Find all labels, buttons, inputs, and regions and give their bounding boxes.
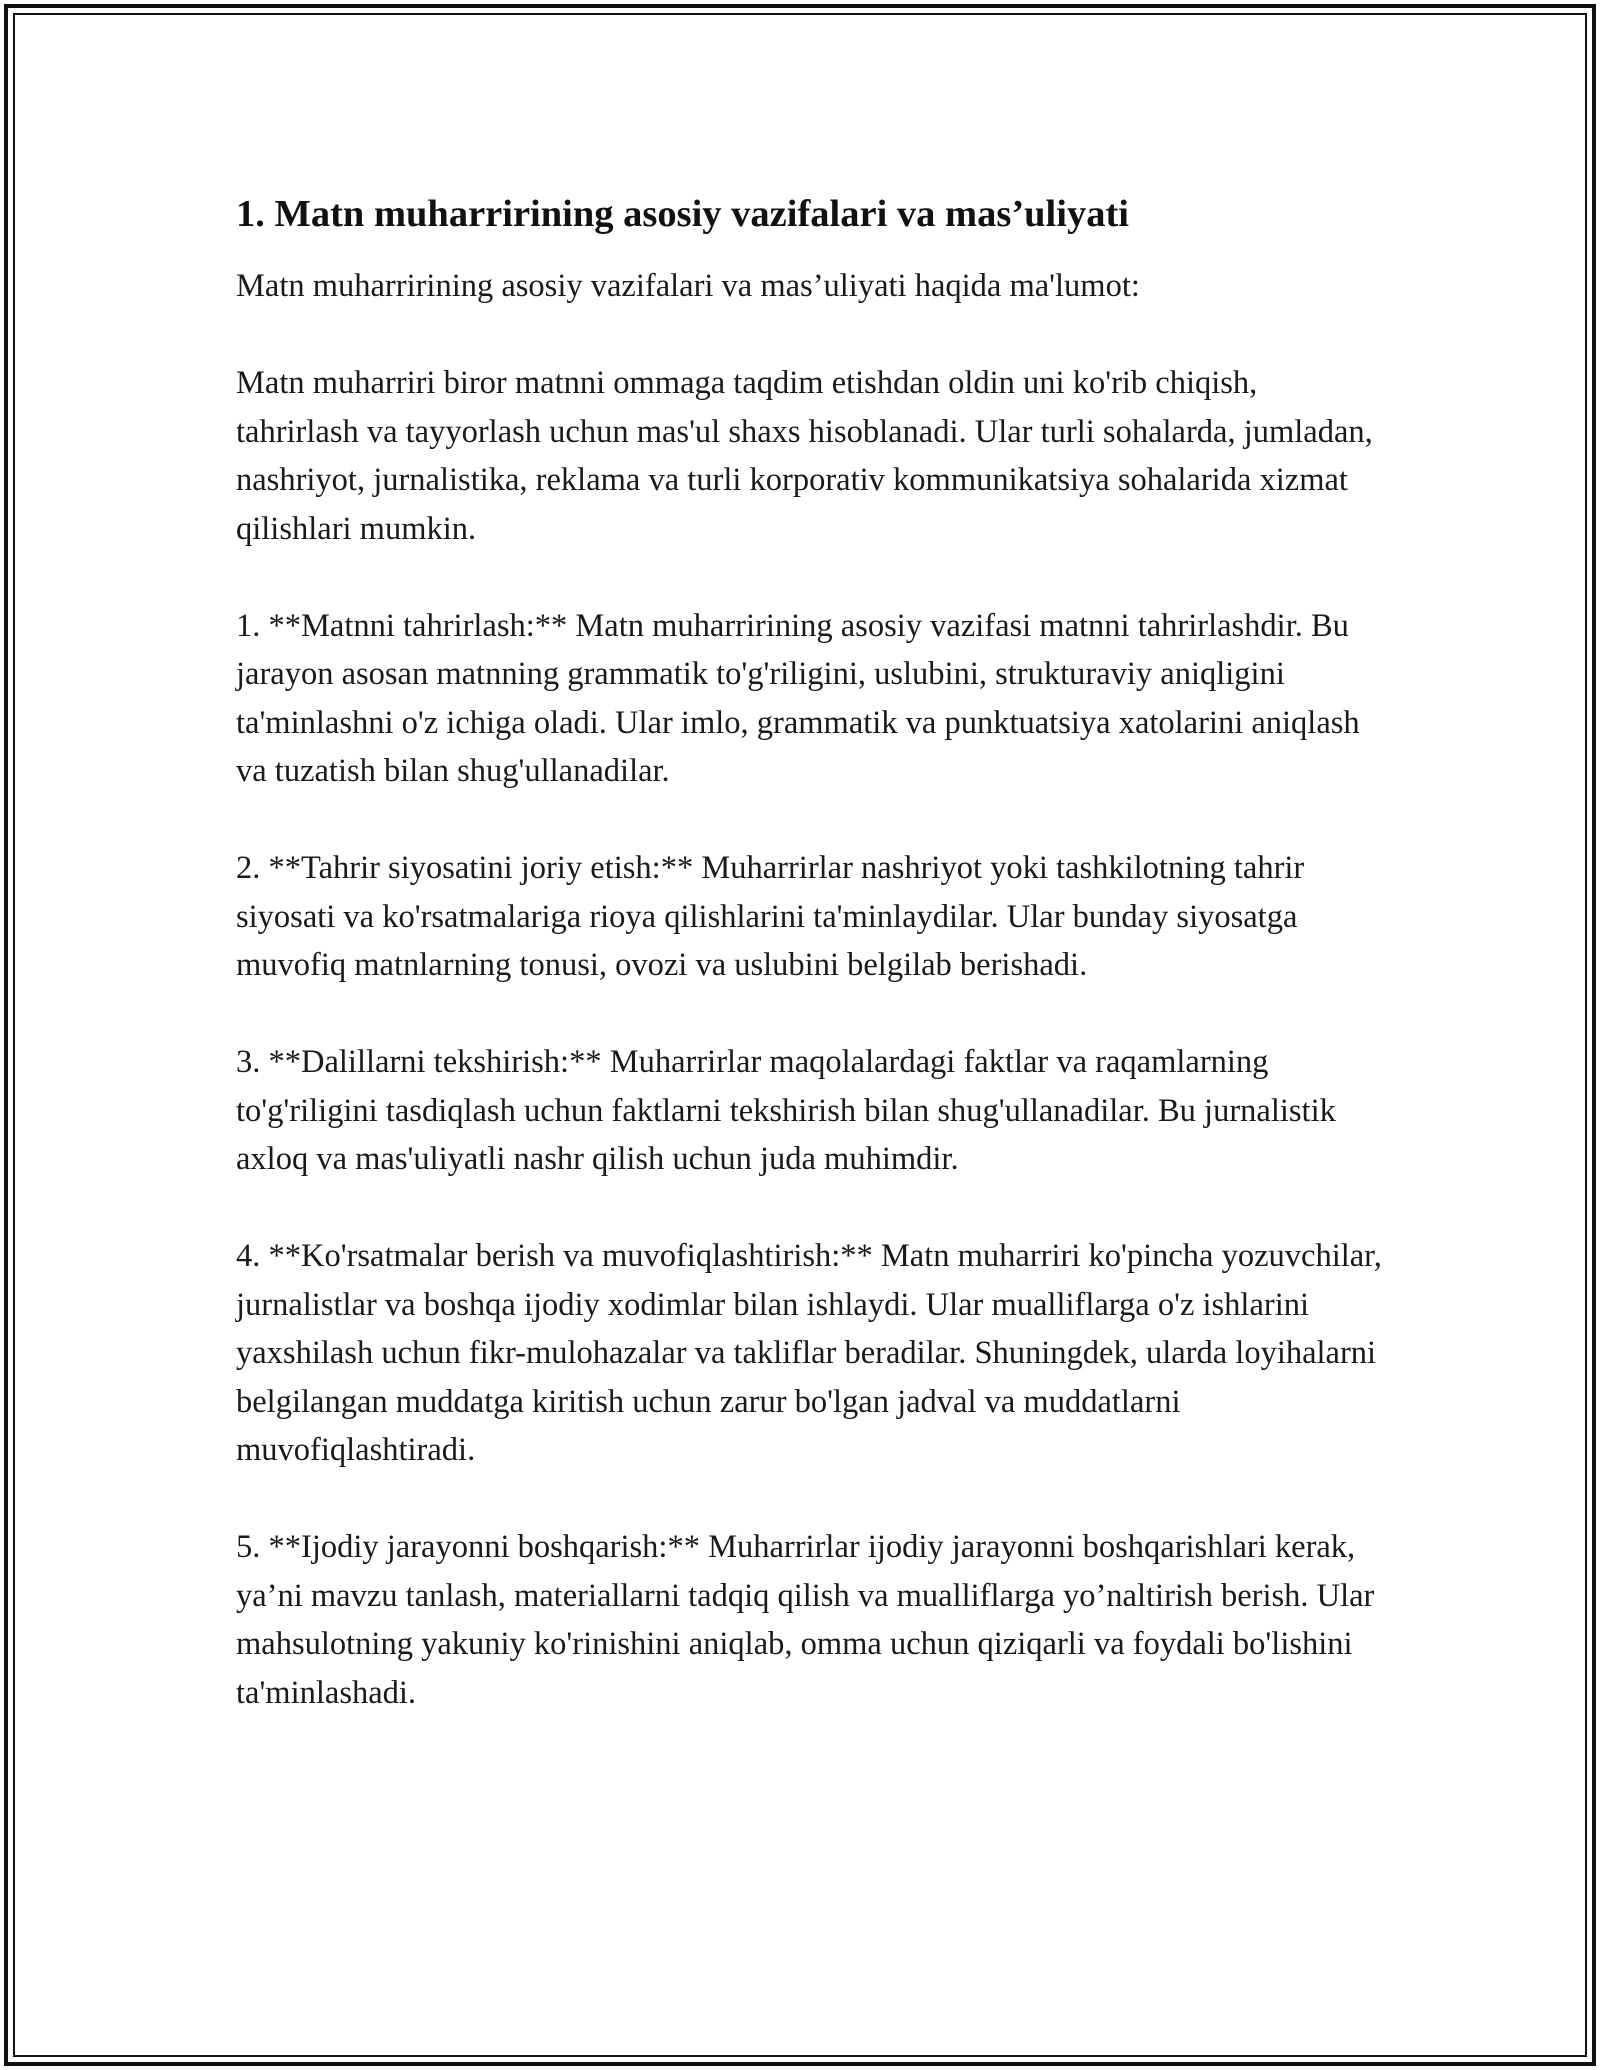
intro-paragraph: Matn muharririning asosiy vazifalari va mas’uliyati haqida ma'lumot: [236, 268, 1140, 304]
document-heading: 1. Matn muharririning asosiy vazifalari va mas’uliyati [236, 193, 1129, 235]
paragraph-item-5: 5. **Ijodiy jarayonni boshqarish:** Muharrirlar ijodiy jarayonni boshqarishlari kerak, ya’ni mavzu tanlash, materiallarni tadqiq qilish va mualliflarga yo’naltirish berish. Ular mahsulotning yakuniy ko'rinishini aniqlab, omma uchun qiziqarli va foydali bo'lishini ta'minlashadi. [236, 1529, 1375, 1711]
document-body [236, 186, 1386, 1766]
paragraph-item-4: 4. **Ko'rsatmalar berish va muvofiqlashtirish:** Matn muharriri ko'pincha yozuvchilar, jurnalistlar va boshqa ijodiy xodimlar bilan ishlaydi. Ular mualliflarga o'z ishlarini yaxshilash uchun fikr-mulohazalar va takliflar beradilar. Shuningdek, ularda loyihalarni belgilangan muddatga kiritish uchun zarur bo'lgan jadval va muddatlarni muvofiqlashtiradi. [236, 1238, 1382, 1468]
paragraph-item-1: 1. **Matnni tahrirlash:** Matn muharririning asosiy vazifasi matnni tahrirlashdir. Bu jarayon asosan matnning grammatik to'g'riligini, uslubini, strukturaviy aniqligini ta'minlashni o'z ichiga oladi. Ular imlo, grammatik va punktuatsiya xatolarini aniqlash va tuzatish bilan shug'ullanadilar. [236, 607, 1360, 789]
paragraph-item-3: 3. **Dalillarni tekshirish:** Muharrirlar maqolalardagi faktlar va raqamlarning to'g'riligini tasdiqlash uchun faktlarni tekshirish bilan shug'ullanadilar. Bu jurnalistik axloq va mas'uliyatli nashr qilish uchun juda muhimdir. [236, 1044, 1336, 1177]
paragraph-item-2: 2. **Tahrir siyosatini joriy etish:** Muharrirlar nashriyot yoki tashkilotning tahrir siyosati va ko'rsatmalariga rioya qilishlarini ta'minlaydilar. Ular bunday siyosatga muvofiq matnlarning tonusi, ovozi va uslubini belgilab berishadi. [236, 850, 1305, 983]
paragraph-overview: Matn muharriri biror matnni ommaga taqdim etishdan oldin uni ko'rib chiqish, tahrirlash va tayyorlash uchun mas'ul shaxs hisoblanadi. Ular turli sohalarda, jumladan, nashriyot, jurnalistika, reklama va turli korporativ kommunikatsiya sohalarida xizmat qilishlari mumkin. [236, 365, 1373, 547]
